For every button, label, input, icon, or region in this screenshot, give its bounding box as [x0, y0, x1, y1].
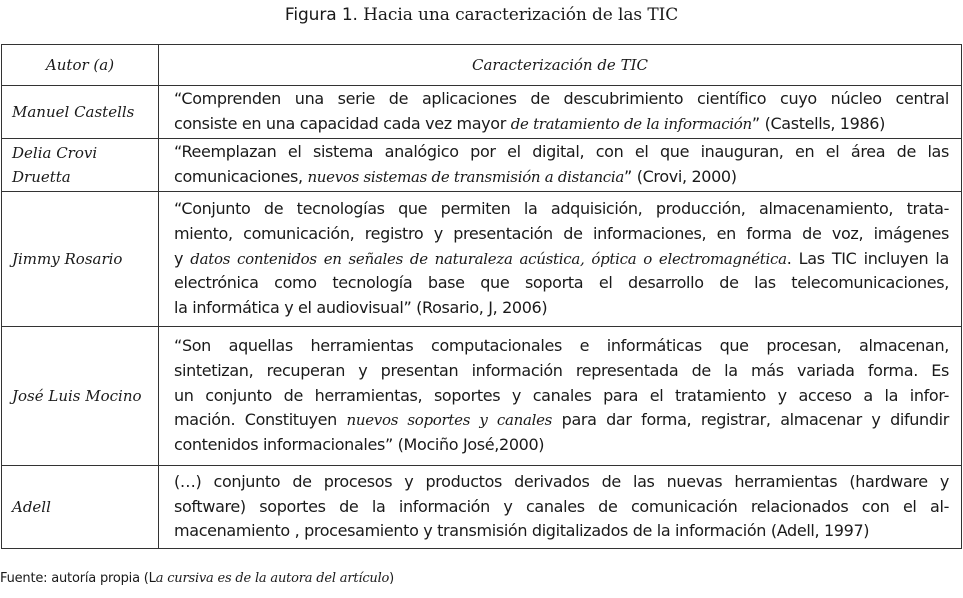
text-line: contenidos informacionales” (Mociño José,2000)	[174, 434, 545, 454]
characterization-cell	[159, 86, 962, 139]
author-name: José Luis Mocino	[12, 387, 142, 406]
author-name-line2: Druetta	[12, 168, 71, 187]
text-line: un conjunto de herramientas, soportes y canales para el tratamiento y acceso a la infor-	[174, 385, 949, 405]
table-header-row	[2, 45, 962, 86]
text-line: “Son aquellas herramientas computacionales e informáticas que procesan, almacenan,	[174, 336, 949, 356]
author-name: Jimmy Rosario	[12, 250, 123, 269]
author-cell	[2, 327, 159, 466]
text-line: (…) conjunto de procesos y productos derivados de las nuevas herramientas (hardware y	[174, 471, 949, 491]
text-line: electrónica como tecnología base que soporta el desarrollo de las telecomunicaciones,	[174, 273, 949, 293]
text-line: “Reemplazan el sistema analógico por el digital, con el que inauguran, en el área de las	[174, 142, 949, 162]
table-row	[2, 192, 962, 327]
italic-emphasis: nuevos soportes y canales	[346, 411, 553, 430]
header-author: Autor (a)	[2, 45, 159, 86]
text-line: la informática y el audiovisual” (Rosario, J, 2006)	[174, 297, 548, 317]
source-prefix: Fuente: autoría propia (	[0, 571, 149, 586]
figure-caption	[0, 4, 963, 26]
text-line: consiste en una capacidad cada vez mayor de tratamiento de la información” (Castells, 1986)	[174, 113, 885, 133]
author-name: Manuel Castells	[12, 103, 135, 122]
author-cell	[2, 139, 159, 192]
source-note	[0, 569, 394, 589]
table-row	[2, 466, 962, 549]
author-cell	[2, 466, 159, 549]
text-line: comunicaciones, nuevos sistemas de transmisión a distancia” (Crovi, 2000)	[174, 166, 737, 186]
characterization-cell	[159, 192, 962, 327]
text-line: “Comprenden una serie de aplicaciones de descubrimiento científico cuyo núcleo central	[174, 89, 949, 108]
figure-label: Figura 1.	[284, 5, 358, 25]
text-line: software) soportes de la información y canales de comunicación relacionados con el al-	[174, 496, 949, 516]
text-line: miento, comunicación, registro y presentación de informaciones, en forma de voz, imágenes	[174, 223, 949, 243]
figure-title: Hacia una caracterización de las TIC	[363, 5, 679, 25]
characterization-cell	[159, 139, 962, 192]
italic-emphasis: nuevos sistemas de transmisión a distancia	[307, 167, 625, 186]
text-line: macenamiento , procesamiento y transmisión digitalizados de la información (Adell, 1997)	[174, 521, 870, 541]
source-note-italic: a cursiva es de la autora del artículo	[155, 571, 390, 586]
source-suffix: )	[389, 571, 395, 586]
italic-emphasis: datos contenidos en señales de naturaleza acústica, óptica o electromagnética	[190, 249, 787, 268]
source-note-initial: L	[148, 571, 156, 586]
text-line: “Conjunto de tecnologías que permiten la adquisición, producción, almacenamiento, trata-	[174, 199, 949, 219]
text-line: sintetizan, recuperan y presentan información representada de la más variada forma. Es	[174, 360, 949, 380]
characterization-cell	[159, 466, 962, 549]
characterization-cell	[159, 327, 962, 466]
header-characterization: Caracterización de TIC	[159, 45, 962, 86]
tic-characterization-table	[1, 44, 962, 549]
table-row	[2, 327, 962, 466]
table-row	[2, 139, 962, 192]
author-cell	[2, 192, 159, 327]
author-name: Adell	[12, 498, 51, 517]
table-row	[2, 86, 962, 139]
author-name-line1: Delia Crovi	[12, 144, 98, 163]
italic-emphasis: de tratamiento de la información	[510, 114, 752, 133]
text-line: y datos contenidos en señales de naturaleza acústica, óptica o electromagnética. Las TIC incluyen la	[174, 248, 949, 268]
text-line: mación. Constituyen nuevos soportes y canales para dar forma, registrar, almacenar y difundir	[174, 410, 949, 430]
author-cell	[2, 86, 159, 139]
